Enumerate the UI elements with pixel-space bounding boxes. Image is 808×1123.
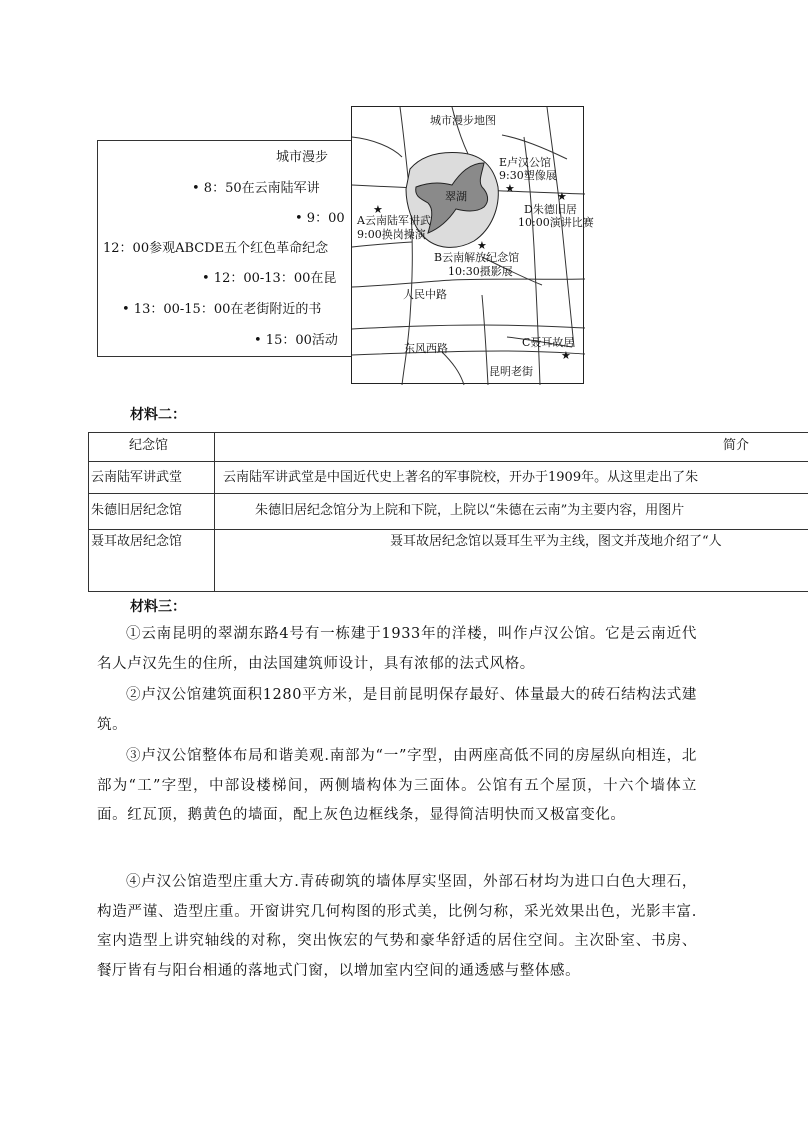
table-header-cell: 简介: [723, 438, 750, 453]
table-cell: 朱德旧居纪念馆分为上院和下院，上院以“朱德在云南”为主要内容，用图片: [255, 503, 685, 518]
star-icon: ★: [561, 349, 571, 362]
table-cell: 聂耳故居纪念馆以聂耳生平为主线，图文并茂地介绍了“人: [390, 534, 722, 549]
star-icon: ★: [477, 239, 487, 252]
paragraph-4: ④卢汉公馆造型庄重大方.青砖砌筑的墙体厚实坚固，外部石材均为进口白色大理石，构造严谨、造型庄重。开窗讲究几何构图的形式美，比例匀称，采光效果出色，光影丰富.室内造型上讲究轴线的对称，突出恢宏的气势和豪华舒适的居住空间。主次卧室、书房、餐厅皆有与阳台相通的落地式门窗，以增加室内空间的通透感与整体感。: [97, 874, 697, 979]
itinerary-item: • 8：50在云南陆军讲: [192, 181, 320, 196]
itinerary-item: 12：00参观ABCDE五个红色革命纪念: [103, 241, 329, 256]
table-header-cell: 纪念馆: [88, 433, 215, 462]
lake-label: 翠湖: [445, 190, 467, 203]
place-event-e: 9:30塑像展: [499, 169, 557, 182]
paragraph-3: ③卢汉公馆整体布局和谐美观.南部为“一”字型，由两座高低不同的房屋纵向相连，北部为“工”字型，中部设楼梯间，两侧墙构体为三面体。公馆有五个屋顶，十六个墙体立面。红瓦顶，鹅黄色的墙面，配上灰色边框线条，显得简洁明快而又极富变化。: [97, 748, 697, 823]
road-label: 东风西路: [404, 342, 448, 355]
table-header-row: [88, 432, 808, 462]
itinerary-item: • 15：00活动: [254, 333, 338, 348]
map-title: 城市漫步地图: [430, 114, 496, 127]
table-row: [88, 529, 808, 592]
place-name-d: D朱德旧居: [524, 203, 577, 216]
itinerary-title: 城市漫步: [276, 150, 329, 165]
place-event-a: 9:00换岗操演: [357, 228, 426, 241]
star-icon: ★: [505, 182, 515, 195]
material3-heading: 材料三：: [130, 599, 186, 615]
star-icon: ★: [373, 203, 383, 216]
city-walk-map: [351, 106, 594, 384]
table-cell: 云南陆军讲武堂: [88, 462, 215, 494]
road-label: 人民中路: [403, 288, 447, 301]
star-icon: ★: [557, 190, 567, 203]
table-row: [88, 493, 808, 530]
material2-heading: 材料二：: [130, 407, 186, 423]
table-bottom-border: [88, 591, 808, 592]
itinerary-item: • 9：00: [295, 211, 345, 226]
paragraph-2: ②卢汉公馆建筑面积1280平方米，是目前昆明保存最好、体量最大的砖石结构法式建筑。: [97, 687, 697, 733]
table-row: [88, 461, 808, 494]
road-label: 昆明老街: [489, 365, 533, 378]
place-event-d: 10:00演讲比赛: [518, 216, 594, 229]
table-cell: 云南陆军讲武堂是中国近代史上著名的军事院校，开办于1909年。从这里走出了朱: [223, 470, 699, 485]
place-name-e: E卢汉公馆: [499, 156, 552, 169]
table-cell: 朱德旧居纪念馆: [88, 494, 215, 530]
place-name-c: C聂耳故居: [522, 336, 575, 349]
paragraph-1: ①云南昆明的翠湖东路4号有一栋建于1933年的洋楼，叫作卢汉公馆。它是云南近代名人卢汉先生的住所，由法国建筑师设计，具有浓郁的法式风格。: [97, 626, 697, 672]
place-name-a: A云南陆军讲武: [357, 214, 431, 227]
itinerary-item: • 12：00-13：00在昆: [202, 271, 337, 286]
place-name-b: B云南解放纪念馆: [434, 251, 520, 264]
itinerary-item: • 13：00-15：00在老街附近的书: [122, 302, 322, 317]
table-cell: 聂耳故居纪念馆: [88, 530, 215, 592]
place-event-b: 10:30摄影展: [448, 265, 513, 278]
